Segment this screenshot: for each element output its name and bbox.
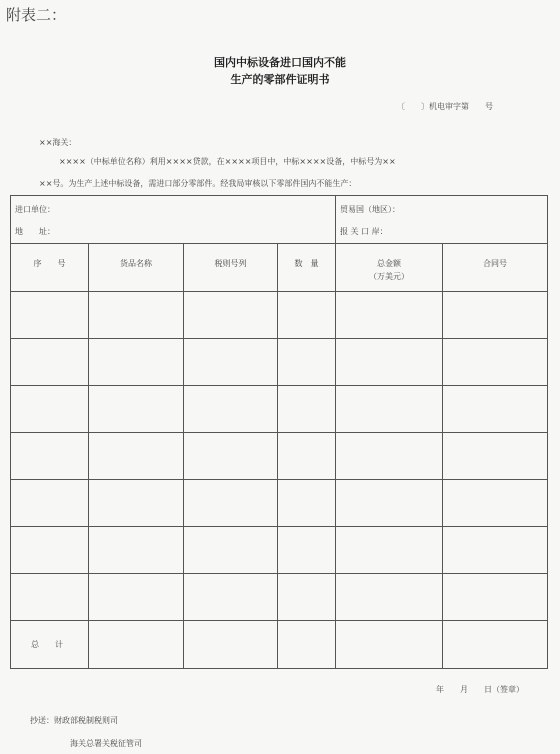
document-subtitle: 生产的零部件证明书 xyxy=(230,73,330,86)
table-row xyxy=(11,386,548,433)
cc-line-1: 抄送：财政部税制税则司 xyxy=(30,716,118,725)
table-cell[interactable] xyxy=(89,339,184,386)
col-header-tariff-code: 税则号列 xyxy=(184,244,278,292)
table-cell[interactable] xyxy=(336,433,443,480)
importer-info-cell[interactable] xyxy=(11,196,336,244)
table-cell[interactable] xyxy=(278,292,336,339)
data-rows xyxy=(11,292,548,621)
trade-info-cell[interactable] xyxy=(336,196,548,244)
trade-country-label: 贸易国（地区）： xyxy=(340,205,400,214)
table-cell[interactable] xyxy=(278,527,336,574)
table-cell[interactable] xyxy=(89,527,184,574)
table-cell[interactable] xyxy=(89,574,184,621)
total-cell[interactable] xyxy=(336,621,443,669)
table-cell[interactable] xyxy=(89,480,184,527)
table-cell[interactable] xyxy=(443,339,548,386)
address-label: 地 址： xyxy=(15,227,55,236)
table-row xyxy=(11,480,548,527)
info-row xyxy=(11,196,548,244)
body-text-line-1: ××××（中标单位名称）利用××××贷款，在××××项目中，中标××××设备，中标号为×× xyxy=(59,157,396,166)
table-cell[interactable] xyxy=(336,386,443,433)
table-cell[interactable] xyxy=(11,527,89,574)
total-cell[interactable] xyxy=(89,621,184,669)
table-row xyxy=(11,527,548,574)
table-cell[interactable] xyxy=(443,480,548,527)
declare-port-label: 报 关 口 岸： xyxy=(340,227,388,236)
table-cell[interactable] xyxy=(336,574,443,621)
total-amount-label: 总金额 xyxy=(377,259,401,268)
table-row xyxy=(11,574,548,621)
table-cell[interactable] xyxy=(336,480,443,527)
total-label: 总 计 xyxy=(11,621,89,669)
table-cell[interactable] xyxy=(443,574,548,621)
attachment-label: 附表二： xyxy=(6,6,67,24)
document-title: 国内中标设备进口国内不能 xyxy=(214,56,346,69)
table-cell[interactable] xyxy=(278,386,336,433)
importer-label: 进口单位： xyxy=(15,205,55,214)
table-cell[interactable] xyxy=(278,574,336,621)
table-cell[interactable] xyxy=(11,292,89,339)
table-cell[interactable] xyxy=(443,386,548,433)
table-cell[interactable] xyxy=(336,527,443,574)
table-cell[interactable] xyxy=(443,292,548,339)
table-cell[interactable] xyxy=(184,386,278,433)
total-cell[interactable] xyxy=(278,621,336,669)
table-cell[interactable] xyxy=(336,339,443,386)
table-cell[interactable] xyxy=(278,433,336,480)
table-cell[interactable] xyxy=(89,292,184,339)
column-header-row xyxy=(11,244,548,292)
table-cell[interactable] xyxy=(11,574,89,621)
table-cell[interactable] xyxy=(184,527,278,574)
table-cell[interactable] xyxy=(443,433,548,480)
table-row xyxy=(11,292,548,339)
table-cell[interactable] xyxy=(11,433,89,480)
table-cell[interactable] xyxy=(89,386,184,433)
table-cell[interactable] xyxy=(278,480,336,527)
table-cell[interactable] xyxy=(336,292,443,339)
table-cell[interactable] xyxy=(89,433,184,480)
cc-line-2: 海关总署关税征管司 xyxy=(70,739,142,748)
table-cell[interactable] xyxy=(184,339,278,386)
table-cell[interactable] xyxy=(184,292,278,339)
table-cell[interactable] xyxy=(184,574,278,621)
addressee: ××海关： xyxy=(39,138,77,147)
table-row xyxy=(11,433,548,480)
col-header-serial: 序 号 xyxy=(11,244,89,292)
certificate-number: 〔 〕机电审字第 号 xyxy=(397,102,493,111)
table-cell[interactable] xyxy=(278,339,336,386)
col-header-quantity: 数 量 xyxy=(278,244,336,292)
total-cell[interactable] xyxy=(184,621,278,669)
table-cell[interactable] xyxy=(11,480,89,527)
table-cell[interactable] xyxy=(11,386,89,433)
table-cell[interactable] xyxy=(184,433,278,480)
total-amount-unit: （万美元） xyxy=(369,272,409,281)
col-header-goods-name: 货品名称 xyxy=(89,244,184,292)
table-cell[interactable] xyxy=(11,339,89,386)
total-cell[interactable] xyxy=(443,621,548,669)
col-header-contract-no: 合同号 xyxy=(443,244,548,292)
date-signature: 年 月 日（签章） xyxy=(436,685,524,694)
parts-certificate-table xyxy=(10,195,548,669)
total-row xyxy=(11,621,548,669)
table-cell[interactable] xyxy=(443,527,548,574)
col-header-total-amount xyxy=(336,244,443,292)
body-text-line-2: ××号。为生产上述中标设备，需进口部分零部件。经我局审核以下零部件国内不能生产： xyxy=(39,179,357,188)
table-cell[interactable] xyxy=(184,480,278,527)
table-row xyxy=(11,339,548,386)
